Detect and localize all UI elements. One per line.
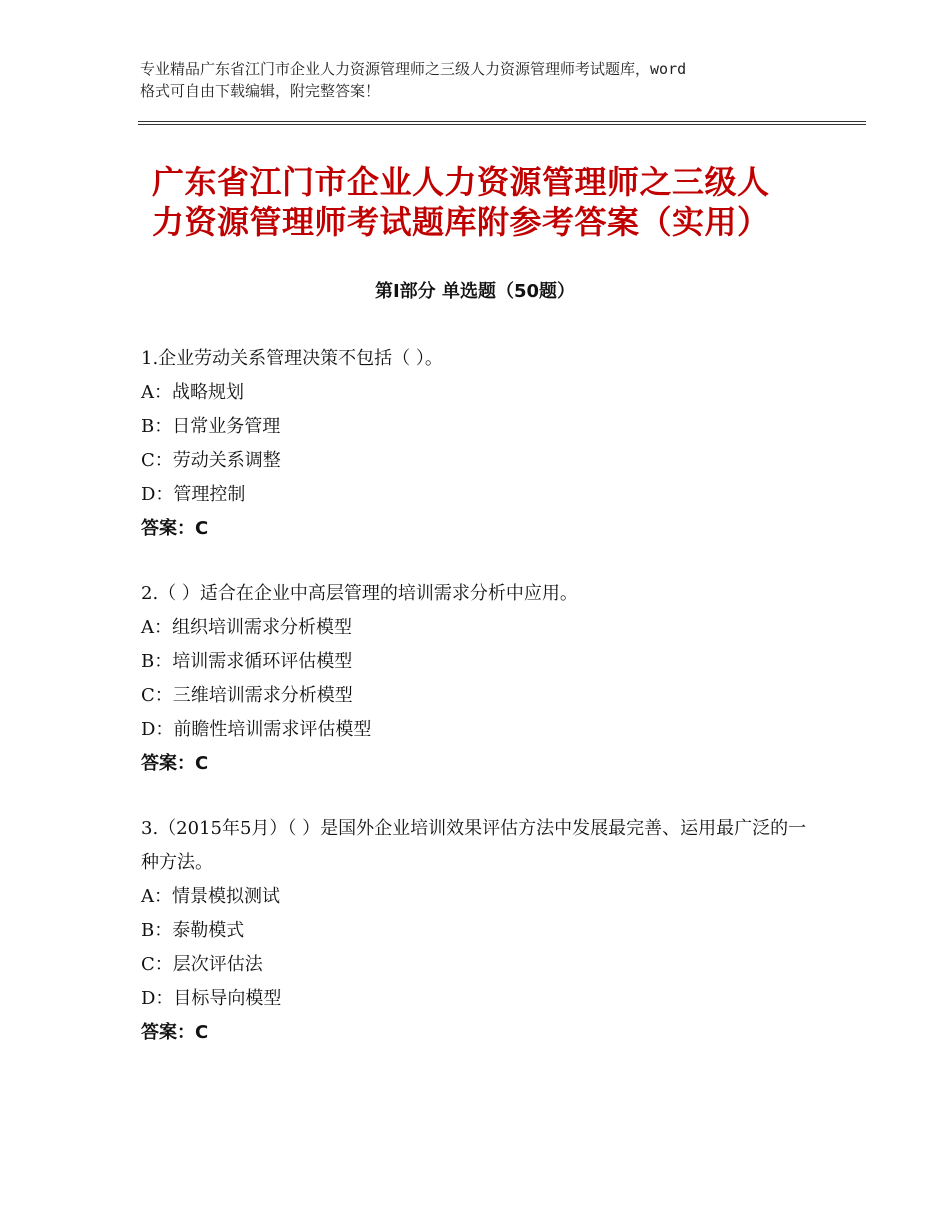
question-stem: 1.企业劳动关系管理决策不包括（ ）。 [141,348,443,369]
option-a: A：情景模拟测试 [141,886,280,907]
option-b: B：日常业务管理 [141,416,281,437]
option-a: A：组织培训需求分析模型 [141,617,352,638]
option-d: D：目标导向模型 [141,988,282,1009]
question-stem: 2.（ ）适合在企业中高层管理的培训需求分析中应用。 [141,583,578,604]
option-a: A：战略规划 [141,382,244,403]
question-1 [141,342,811,546]
section-heading: 第Ⅰ部分 单选题（50题） [374,281,575,302]
question-2 [141,577,811,781]
header-note: 专业精品广东省江门市企业人力资源管理师之三级人力资源管理师考试题库，word 格式可自由下载编辑，附完整答案！ [140,60,687,100]
option-c: C：三维培训需求分析模型 [141,685,353,706]
document-title [152,162,812,242]
answer: 答案：C [141,1022,209,1043]
question-3 [141,812,811,1050]
option-b: B：泰勒模式 [141,920,245,941]
option-b: B：培训需求循环评估模型 [141,651,353,672]
option-c: C：劳动关系调整 [141,450,281,471]
header-divider [138,121,866,125]
document-title-line-2: 力资源管理师考试题库附参考答案（实用） [152,203,770,241]
question-list [141,342,811,1081]
question-stem: 3.（2015年5月）（ ）是国外企业培训效果评估方法中发展最完善、运用最广泛的一种方法。 [141,818,807,873]
answer: 答案：C [141,518,209,539]
option-c: C：层次评估法 [141,954,263,975]
option-d: D：前瞻性培训需求评估模型 [141,719,372,740]
option-d: D：管理控制 [141,484,246,505]
answer: 答案：C [141,753,209,774]
document-title-line-1: 广东省江门市企业人力资源管理师之三级人 [152,163,770,201]
